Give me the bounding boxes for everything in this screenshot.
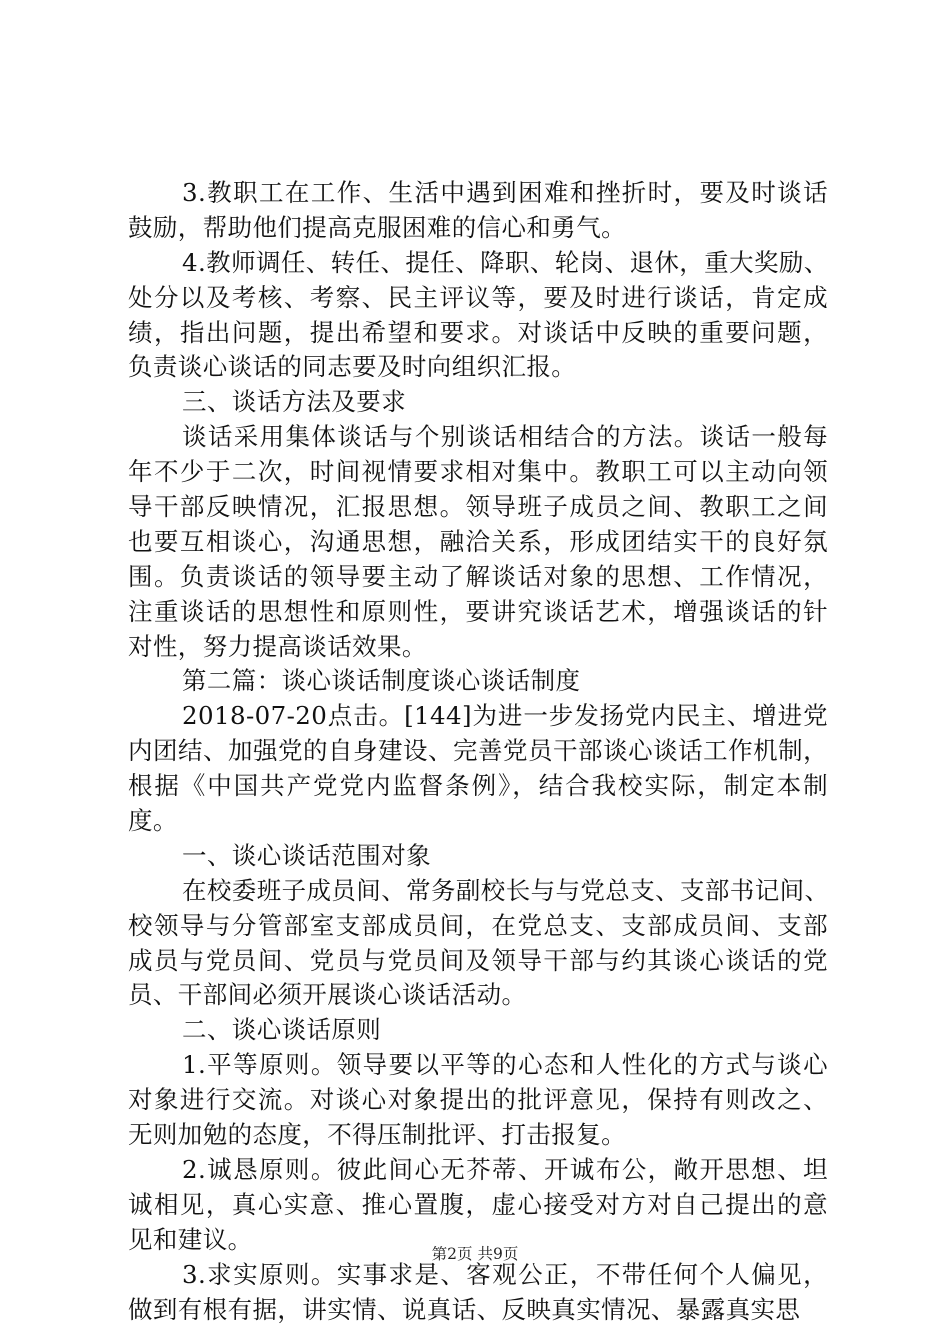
paragraph	[128, 839, 828, 874]
text-line: 二、谈心谈话原则	[182, 1015, 382, 1045]
text-line: 对性，努力提高谈话效果。	[128, 631, 427, 661]
paragraph	[128, 1153, 828, 1258]
paragraph	[128, 1048, 828, 1153]
text-line: 见和建议。	[128, 1224, 253, 1254]
paragraph	[128, 420, 828, 664]
text-line: 导干部反映情况，汇报思想。领导班子成员之间、教职工之间	[128, 492, 828, 522]
document-body	[128, 176, 828, 1327]
text-line: 在校委班子成员间、常务副校长与与党总支、支部书记间、	[182, 875, 830, 905]
text-line: 成员与党员间、党员与党员间及领导干部与约其谈心谈话的党	[128, 945, 828, 975]
text-line: 鼓励，帮助他们提高克服困难的信心和勇气。	[128, 212, 626, 242]
text-line: 谈话采用集体谈话与个别谈话相结合的方法。谈话一般每	[182, 422, 828, 452]
text-line: 年不少于二次，时间视情要求相对集中。教职工可以主动向领	[128, 457, 828, 487]
page-footer: 第2页 共9页	[431, 1245, 519, 1263]
paragraph	[128, 699, 828, 839]
text-line: 对象进行交流。对谈心对象提出的批评意见，保持有则改之、	[128, 1085, 828, 1115]
text-line: 围。负责谈话的领导要主动了解谈话对象的思想、工作情况，	[128, 561, 828, 591]
text-line: 2018-07-20点击。[144]为进一步发扬党内民主、增进党	[182, 701, 828, 731]
text-line: 校领导与分管部室支部成员间，在党总支、支部成员间、支部	[128, 910, 828, 940]
text-line: 也要互相谈心，沟通思想，融洽关系，形成团结实干的良好氛	[128, 526, 828, 556]
text-line: 4.教师调任、转任、提任、降职、轮岗、退休，重大奖励、	[182, 247, 829, 277]
text-line: 绩，指出问题，提出希望和要求。对谈话中反映的重要问题，	[128, 317, 828, 347]
text-line: 处分以及考核、考察、民主评议等，要及时进行谈话，肯定成	[128, 282, 828, 312]
text-line: 负责谈心谈话的同志要及时向组织汇报。	[128, 352, 577, 382]
text-line: 根据《中国共产党党内监督条例》，结合我校实际，制定本制	[128, 771, 828, 801]
paragraph	[128, 1258, 828, 1328]
paragraph	[128, 385, 828, 420]
text-line: 诚相见，真心实意、推心置腹，虚心接受对方对自己提出的意	[128, 1189, 828, 1219]
text-line: 3.教职工在工作、生活中遇到困难和挫折时，要及时谈话	[182, 178, 828, 207]
text-line: 内团结、加强党的自身建设、完善党员干部谈心谈话工作机制，	[128, 736, 828, 766]
text-line: 3.求实原则。实事求是、客观公正，不带任何个人偏见，	[182, 1259, 828, 1289]
paragraph	[128, 176, 828, 246]
text-line: 做到有根有据，讲实情、说真话、反映真实情况、暴露真实思	[128, 1294, 801, 1324]
text-line: 2.诚恳原则。彼此间心无芥蒂、开诚布公，敞开思想、坦	[182, 1154, 828, 1184]
paragraph	[128, 664, 828, 699]
text-line: 员、干部间必须开展谈心谈话活动。	[128, 980, 527, 1010]
text-line: 无则加勉的态度，不得压制批评、打击报复。	[128, 1120, 626, 1150]
paragraph	[128, 246, 828, 386]
text-line: 度。	[128, 806, 178, 836]
text-line: 三、谈话方法及要求	[182, 387, 407, 417]
text-line: 第二篇：谈心谈话制度谈心谈话制度	[182, 666, 581, 696]
text-line: 一、谈心谈话范围对象	[182, 840, 431, 870]
paragraph	[128, 874, 828, 1014]
text-line: 1.平等原则。领导要以平等的心态和人性化的方式与谈心	[182, 1050, 828, 1080]
paragraph	[128, 1013, 828, 1048]
text-line: 注重谈话的思想性和原则性，要讲究谈话艺术，增强谈话的针	[128, 596, 828, 626]
